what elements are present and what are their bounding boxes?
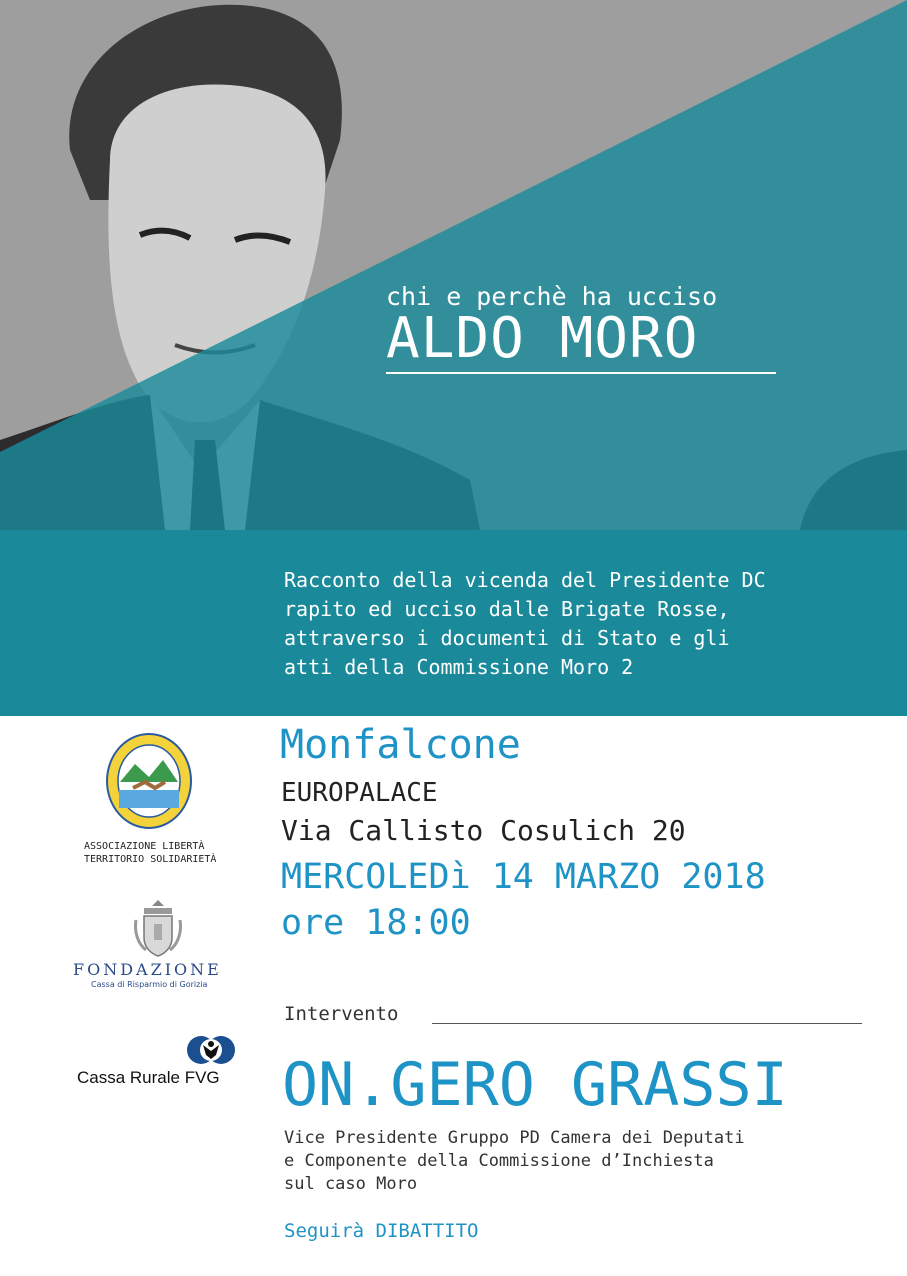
role-line: Vice Presidente Gruppo PD Camera dei Deputati [284, 1128, 745, 1148]
role-line: sul caso Moro [284, 1174, 418, 1194]
description-line: atti della Commissione Moro 2 [284, 655, 634, 679]
speaker-label: Intervento [284, 1003, 399, 1025]
handshake-seal-icon [105, 732, 193, 834]
role-line: e Componente della Commissione d’Inchiesta [284, 1151, 714, 1171]
speaker-role [284, 1127, 745, 1196]
bank-name: Cassa Rurale FVG [77, 1068, 220, 1087]
description-line: attraverso i documenti di Stato e gli [284, 626, 730, 650]
debate-note: Seguirà DIBATTITO [284, 1220, 479, 1242]
association-line: TERRITORIO SOLIDARIETÀ [84, 854, 217, 865]
association-line: ASSOCIAZIONE LIBERTÀ [84, 841, 205, 852]
event-street: Via Callisto Cosulich 20 [281, 814, 686, 847]
description-line: Racconto della vicenda del Presidente DC [284, 568, 766, 592]
foundation-title: FONDAZIONE [73, 960, 222, 979]
event-time: ore 18:00 [281, 903, 471, 943]
association-name [84, 840, 216, 866]
hero-title: ALDO MORO [386, 306, 699, 371]
hero-photo [0, 0, 907, 530]
event-date: MERCOLEDì 14 MARZO 2018 [281, 857, 766, 897]
event-venue: EUROPALACE [281, 778, 438, 808]
speaker-name: ON.GERO GRASSI [282, 1050, 788, 1120]
hero-subtitle: chi e perchè ha ucciso [386, 282, 718, 311]
eagle-badge-icon [187, 1033, 235, 1071]
coat-of-arms-icon [132, 898, 184, 962]
description-line: rapito ed ucciso dalle Brigate Rosse, [284, 597, 730, 621]
portrait-illustration [0, 0, 907, 530]
title-underline [386, 372, 776, 374]
foundation-subtitle: Cassa di Risparmio di Gorizia [91, 980, 208, 989]
description-text [284, 566, 766, 682]
event-city: Monfalcone [280, 722, 521, 768]
speaker-divider [432, 1023, 862, 1024]
